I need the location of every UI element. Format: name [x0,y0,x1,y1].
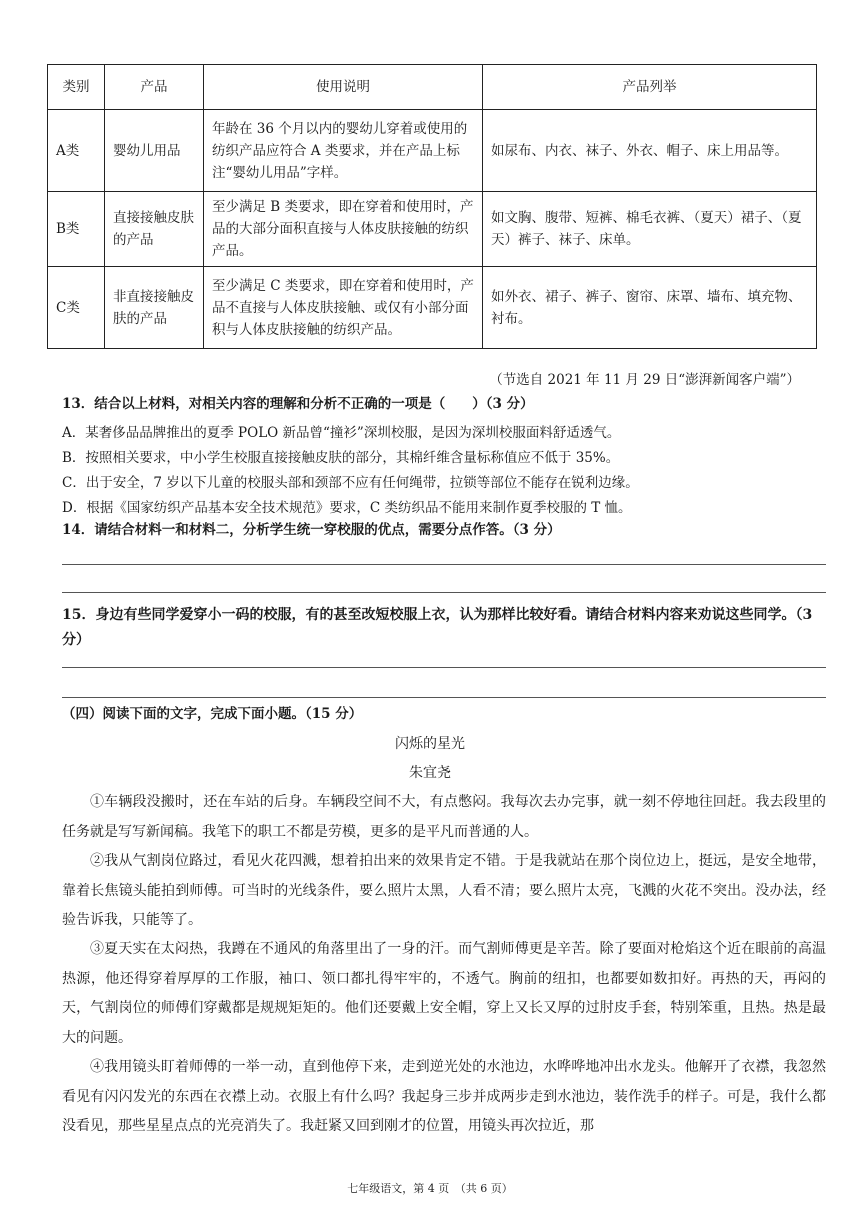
answer-line[interactable] [62,564,826,565]
question-13-option-b: B．按照相关要求，中小学生校服直接接触皮肤的部分，其棉纤维含量标称值应不低于 35%。 [62,450,620,466]
source-note: （节选自 2021 年 11 月 29 日“澎湃新闻客户端”） [489,372,800,388]
row-category: A类 [48,110,105,192]
question-13-option-c: C．出于安全，7 岁以下儿童的校服头部和颈部不应有任何绳带，拉锁等部位不能存在锐利边缘。 [62,475,639,491]
page-footer: 七年级语文，第 4 页 （共 6 页） [347,1182,513,1195]
row-product: 婴幼儿用品 [105,110,204,192]
table-header-row [48,65,817,110]
answer-line[interactable] [62,592,826,593]
question-13-stem: 13．结合以上材料，对相关内容的理解和分析不正确的一项是（ ）（3 分） [62,396,534,412]
table-row [48,267,817,349]
question-15: 15．身边有些同学爱穿小一码的校服，有的甚至改短校服上衣，认为那样比较好看。请结合材料内容来劝说这些同学。（3 分） [62,607,813,648]
header-product: 产品 [105,65,204,110]
question-14: 14．请结合材料一和材料二，分析学生统一穿校服的优点，需要分点作答。（3 分） [62,522,561,538]
row-product: 直接接触皮肤的产品 [105,192,204,267]
article-paragraph-2: ②我从气割岗位路过，看见火花四溅，想着拍出来的效果肯定不错。于是我就站在那个岗位边上，挺远，是安全地带，靠着长焦镜头能拍到师傅。可当时的光线条件，要么照片太黑，人看不清；要么照片太亮，飞溅的火花不突出。没办法，经验告诉我，只能等了。 [62,853,826,928]
article-author: 朱宜尧 [409,765,451,781]
article-paragraph-1: ①车辆段没搬时，还在车站的后身。车辆段空间不大，有点憋闷。我每次去办完事，就一刻不停地往回赶。我去段里的任务就是写写新闻稿。我笔下的职工不都是劳模，更多的是平凡而普通的人。 [62,794,826,840]
row-examples: 如文胸、腹带、短裤、棉毛衣裤、（夏天）裙子、（夏天）裤子、袜子、床单。 [483,192,817,267]
row-category: B类 [48,192,105,267]
answer-line[interactable] [62,697,826,698]
answer-line[interactable] [62,667,826,668]
header-category: 类别 [48,65,105,110]
article-paragraph-3: ③夏天实在太闷热，我蹲在不通风的角落里出了一身的汗。而气割师傅更是辛苦。除了要面对枪焰这个近在眼前的高温热源，他还得穿着厚厚的工作服，袖口、领口都扎得牢牢的，不透气。胸前的纽扣，也都要如数扣好。再热的天，再闷的天，气割岗位的师傅们穿戴都是规规矩矩的。他们还要戴上安全帽，穿上又长又厚的过肘皮手套，特别笨重，且热。热是最大的问题。 [62,941,826,1046]
article-paragraph-4: ④我用镜头盯着师傅的一举一动，直到他停下来，走到逆光处的水池边，水哗哗地冲出水龙头。他解开了衣襟，我忽然看见有闪闪发光的东西在衣襟上动。衣服上有什么吗？我起身三步并成两步走到水池边，装作洗手的样子。可是，我什么都没看见，那些星星点点的光亮消失了。我赶紧又回到刚才的位置，用镜头再次拉近，那 [62,1059,826,1134]
row-examples: 如尿布、内衣、袜子、外衣、帽子、床上用品等。 [483,110,817,192]
row-product: 非直接接触皮肤的产品 [105,267,204,349]
row-examples: 如外衣、裙子、裤子、窗帘、床罩、墙布、填充物、衬布。 [483,267,817,349]
table-row [48,110,817,192]
section-4-heading: （四）阅读下面的文字，完成下面小题。（15 分） [62,706,363,722]
row-usage: 至少满足 C 类要求，即在穿着和使用时，产品不直接与人体皮肤接触、或仅有小部分面积与人体皮肤接触的纺织产品。 [204,267,483,349]
header-examples: 产品列举 [483,65,817,110]
textile-category-table [47,64,817,349]
header-usage: 使用说明 [204,65,483,110]
row-usage: 至少满足 B 类要求，即在穿着和使用时，产品的大部分面积直接与人体皮肤接触的纺织产品。 [204,192,483,267]
row-category: C类 [48,267,105,349]
row-usage: 年龄在 36 个月以内的婴幼儿穿着或使用的纺织产品应符合 A 类要求，并在产品上标注“婴幼儿用品”字样。 [204,110,483,192]
question-13-option-a: A．某奢侈品品牌推出的夏季 POLO 新品曾“撞衫”深圳校服，是因为深圳校服面料舒适透气。 [62,425,621,441]
article-title: 闪烁的星光 [395,736,465,752]
table-row [48,192,817,267]
question-13-option-d: D．根据《国家纺织产品基本安全技术规范》要求，C 类纺织品不能用来制作夏季校服的 T 恤。 [62,500,632,516]
